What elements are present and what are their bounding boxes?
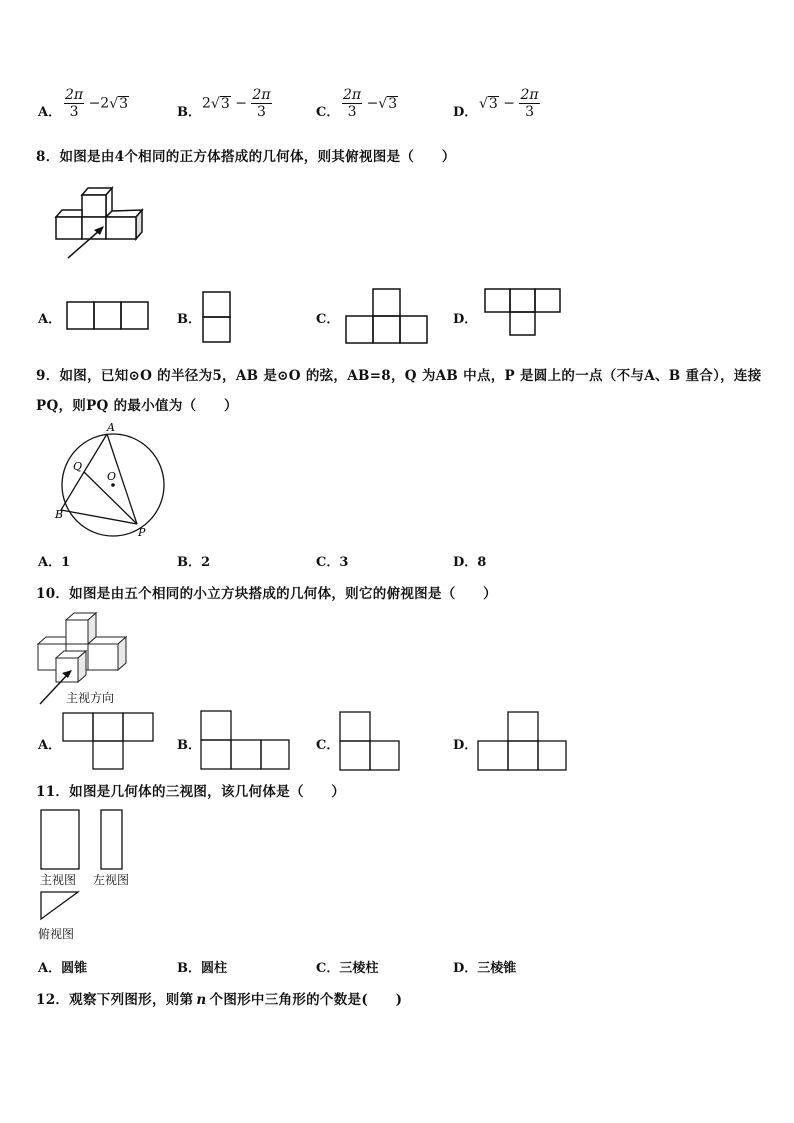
q11-front-view-label: 主视图	[40, 873, 77, 887]
q12-stem	[36, 988, 402, 1008]
q9-option-c: C．3	[316, 555, 349, 570]
q8-option-b-label: B．	[177, 312, 201, 327]
q11-option-b: B．圆柱	[177, 961, 227, 976]
q7-d-radicand: 3	[488, 95, 498, 112]
q8-option-a-figure	[66, 301, 150, 331]
q12-stem-pre: 12．观察下列图形，则第	[36, 992, 194, 1008]
q9-circle-figure	[52, 420, 172, 545]
q12-stem-variable: n	[196, 992, 207, 1008]
q11-left-view-label: 左视图	[93, 873, 130, 887]
q7-option-c-expr: $\frac{2\pi}{3}$ −√3	[343, 87, 398, 120]
q10-option-c-figure	[339, 711, 401, 773]
q7-d-denominator: 3	[525, 104, 534, 120]
q7-a-operator: −	[88, 95, 101, 112]
q11-option-d: D．三棱锥	[453, 961, 517, 976]
q9-option-b: B．2	[177, 555, 211, 570]
q10-option-c-label: C．	[316, 738, 340, 753]
q8-solid-figure	[50, 180, 160, 270]
q10-option-a-figure	[62, 712, 154, 772]
q10-view-direction-label: 主视方向	[66, 691, 115, 705]
q7-a-numerator: 2π	[65, 87, 84, 103]
q11-top-view-figure	[40, 891, 82, 921]
q7-a-denominator: 3	[69, 104, 79, 120]
q10-stem: 10．如图是由五个相同的小立方块搭成的几何体，则它的俯视图是（ ）	[36, 586, 497, 602]
q11-front-view-figure	[40, 809, 82, 871]
q9-stem-line2: PQ，则PQ 的最小值为（ ）	[36, 398, 238, 414]
q12-stem-post: 个图形中三角形的个数是( )	[209, 992, 403, 1008]
q7-a-radicand: 3	[119, 95, 129, 112]
q7-option-b-expr: 2√3 − $\frac{2\pi}{3}$	[202, 87, 271, 120]
q8-option-d-figure	[484, 288, 564, 338]
q7-c-operator: −	[366, 95, 379, 112]
q9-label-o: O	[107, 470, 117, 483]
q10-option-d-label: D．	[453, 738, 478, 753]
q7-b-denominator: 3	[257, 104, 266, 120]
q11-stem: 11．如图是几何体的三视图，该几何体是（ ）	[36, 784, 346, 800]
q9-option-a: A．1	[38, 555, 71, 570]
q10-option-d-figure	[477, 711, 569, 773]
q10-option-b-figure	[200, 710, 292, 772]
q8-option-c-label: C．	[316, 312, 340, 327]
q9-label-q: Q	[73, 460, 83, 473]
q7-option-d-label: D．	[453, 105, 478, 120]
q7-b-radicand: 3	[220, 95, 230, 112]
q8-stem: 8．如图是由4个相同的正方体搭成的几何体，则其俯视图是（ ）	[36, 149, 456, 165]
q7-b-coef: 2	[202, 95, 211, 112]
q9-option-d: D．8	[453, 555, 487, 570]
q10-option-b-label: B．	[177, 738, 201, 753]
q7-d-operator: −	[503, 95, 516, 112]
q9-label-b: B	[55, 508, 64, 521]
q9-stem-line1: 9．如图，已知⊙O 的半径为5，AB 是⊙O 的弦，AB=8，Q 为AB 中点，P 是圆上的一点（不与A、B 重合），连接	[36, 368, 762, 384]
q11-left-view-figure	[100, 809, 124, 871]
q8-option-a-label: A．	[38, 312, 62, 327]
q7-c-numerator: 2π	[343, 87, 362, 103]
q7-b-numerator: 2π	[252, 87, 271, 103]
q9-label-a: A	[107, 421, 115, 434]
q8-option-b-figure	[202, 291, 232, 345]
q7-option-d-expr: √3 − $\frac{2\pi}{3}$	[479, 87, 539, 120]
q7-c-denominator: 3	[347, 104, 357, 120]
q7-option-a-label: A．	[38, 105, 62, 120]
q8-option-c-figure	[345, 288, 429, 346]
q7-b-operator: −	[235, 95, 247, 112]
q7-option-c-label: C．	[316, 105, 340, 120]
q7-option-a-expr: $\frac{2\pi}{3}$ −2√3	[65, 87, 129, 120]
q7-a-coef: 2	[100, 95, 110, 112]
q11-top-view-label: 俯视图	[38, 927, 75, 941]
q11-option-a: A．圆锥	[38, 961, 88, 976]
q9-label-p: P	[138, 526, 146, 539]
q7-c-radicand: 3	[388, 95, 398, 112]
q7-option-b-label: B．	[177, 105, 201, 120]
q10-option-a-label: A．	[38, 738, 62, 753]
q11-option-c: C．三棱柱	[316, 961, 379, 976]
q8-option-d-label: D．	[453, 312, 478, 327]
q7-d-numerator: 2π	[520, 87, 539, 103]
